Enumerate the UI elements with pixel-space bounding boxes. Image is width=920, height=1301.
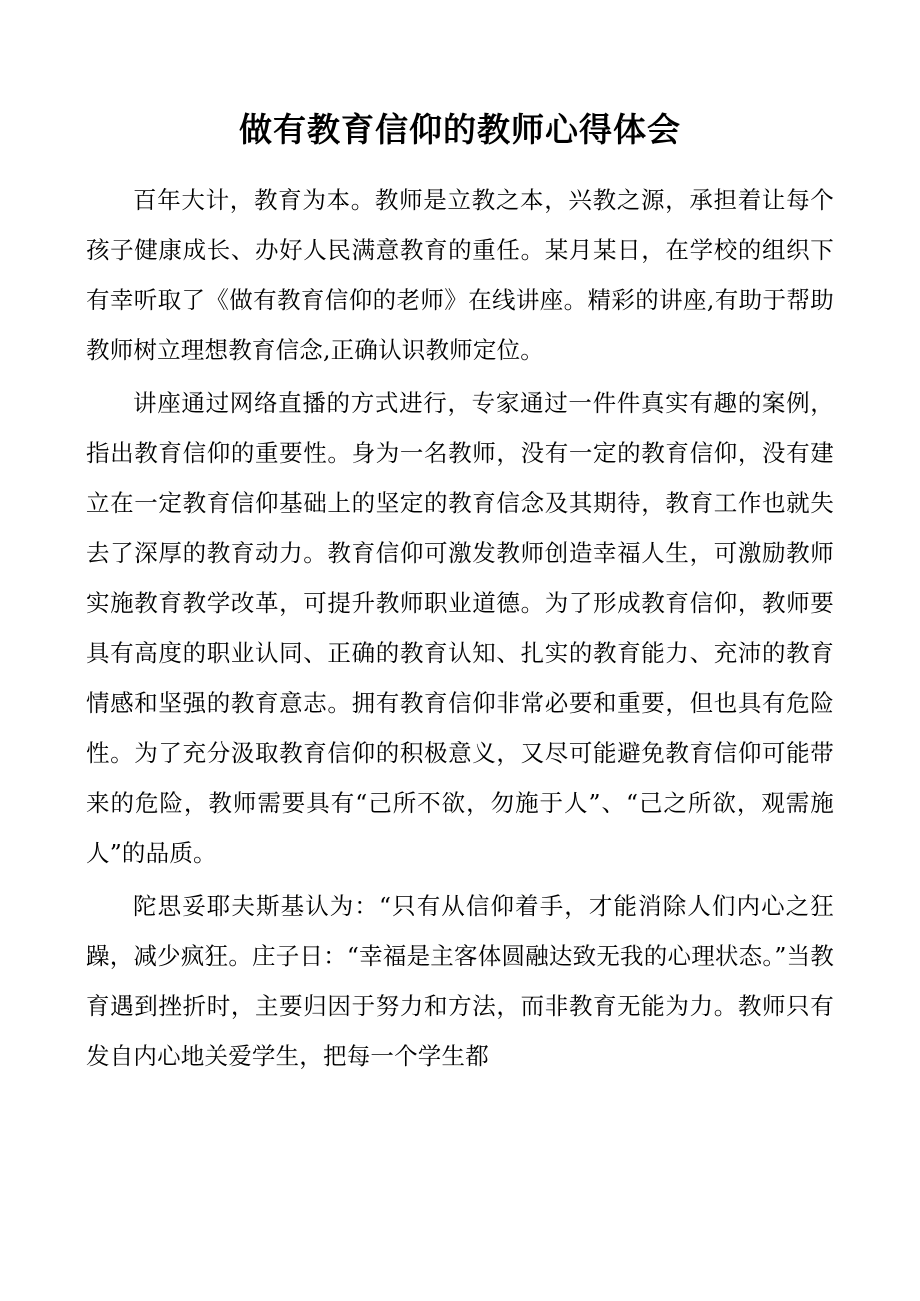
- paragraph-2: 讲座通过网络直播的方式进行，专家通过一件件真实有趣的案例，指出教育信仰的重要性。身为一名教师，没有一定的教育信仰，没有建立在一定教育信仰基础上的坚定的教育信念及其期待，教育工作也就失去了深厚的教育动力。教育信仰可激发教师创造幸福人生，可激励教师实施教育教学改革，可提升教师职业道德。为了形成教育信仰，教师要具有高度的职业认同、正确的教育认知、扎实的教育能力、充沛的教育情感和坚强的教育意志。拥有教育信仰非常必要和重要，但也具有危险性。为了充分汲取教育信仰的积极意义，又尽可能避免教育信仰可能带来的危险，教师需要具有“己所不欲，勿施于人”、“己之所欲，观需施人”的品质。: [86, 388, 834, 867]
- paragraph-3: 陀思妥耶夫斯基认为：“只有从信仰着手，才能消除人们内心之狂躁，减少疯狂。庄子日：“幸福是主客体圆融达致无我的心理状态。”当教育遇到挫折时，主要归因于努力和方法，而非教育无能为力。教师只有发自内心地关爱学生，把每一个学生都: [86, 891, 834, 1070]
- page-title: 做有教育信仰的教师心得体会: [239, 110, 681, 149]
- paragraph-1: 百年大计，教育为本。教师是立教之本，兴教之源，承担着让每个孩子健康成长、办好人民满意教育的重任。某月某日，在学校的组织下有幸听取了《做有教育信仰的老师》在线讲座。精彩的讲座,有助于帮助教师树立理想教育信念,正确认识教师定位。: [86, 185, 834, 364]
